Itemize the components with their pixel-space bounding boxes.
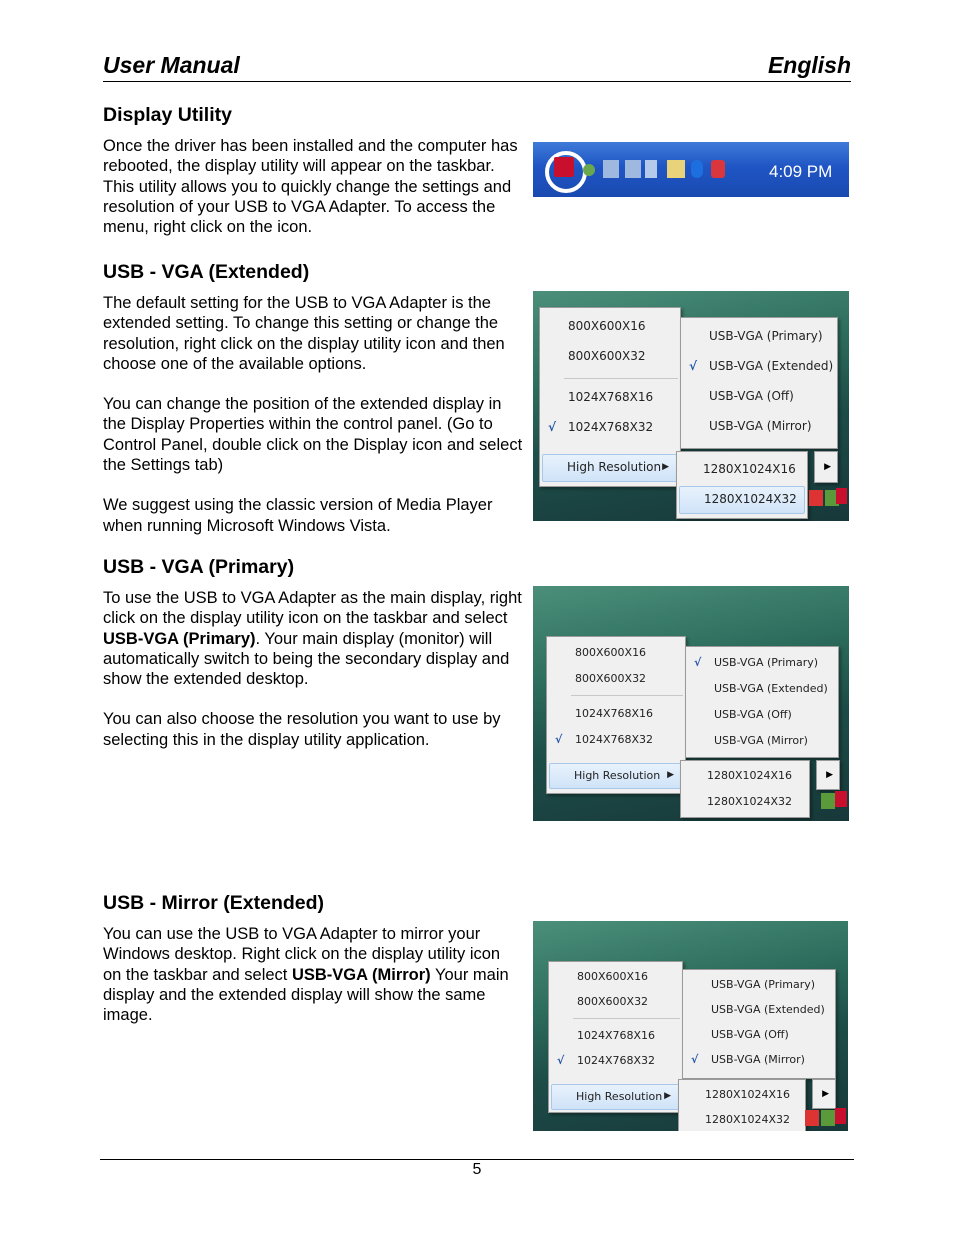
shield-icon xyxy=(711,160,725,178)
section-paragraph: The default setting for the USB to VGA Adapter is the extended setting. To change this setting or change the resolution, right click on the display utility icon and then choose one of the available options. xyxy=(103,294,505,373)
tray-icon xyxy=(809,490,823,506)
section-paragraph: You can use the USB to VGA Adapter to mirror your Windows desktop. Right click on the display utility icon on the taskbar and select USB-VGA (Mirror) Your main display and the extended display will show the same image. xyxy=(103,925,509,1025)
section-paragraph: We suggest using the classic version of Media Player when running Microsoft Windows Vista. xyxy=(103,496,493,535)
taskbar-clock: 4:09 PM xyxy=(769,162,833,181)
submenu-arrow-icon: ▶ xyxy=(662,462,669,472)
menu-screenshot-extended xyxy=(533,291,849,521)
menu-scroll xyxy=(812,1079,836,1109)
network-icon xyxy=(625,160,641,178)
menu-scroll xyxy=(816,760,840,790)
display-utility-icon[interactable] xyxy=(835,791,847,807)
submenu-arrow-icon: ▶ xyxy=(822,1088,829,1098)
submenu-high-resolution: 1280X1024X16 1280X1024X32 xyxy=(676,451,808,519)
menu-item-high-resolution[interactable]: High Resolution ▶ xyxy=(551,1084,680,1110)
section-usb-vga-extended xyxy=(103,261,523,556)
tray-icon xyxy=(583,164,595,176)
submenu-arrow-icon: ▶ xyxy=(826,769,833,779)
section-paragraph: To use the USB to VGA Adapter as the main display, right click on the display utility icon on the taskbar and select USB-VGA (Primary). Your main display (monitor) will automatically switch to being the secondary display and show the extended desktop. xyxy=(103,589,522,689)
section-title: USB - VGA (Extended) xyxy=(103,261,310,283)
menu-item-high-res[interactable]: 1280X1024X32 xyxy=(679,486,805,514)
check-icon: √ xyxy=(557,1054,565,1067)
context-menu-resolution: 800X600X16 800X600X32 1024X768X16 √ 1024X768X32 High Resolution ▶ xyxy=(548,961,683,1113)
display-utility-icon xyxy=(554,157,574,177)
page-number: 5 xyxy=(472,1161,482,1178)
check-icon: √ xyxy=(548,420,557,434)
network-icon xyxy=(603,160,619,178)
check-icon: √ xyxy=(555,733,563,746)
section-paragraph: Once the driver has been installed and the computer has rebooted, the display utility will appear on the taskbar. This utility allows you to quickly change the settings and resolution of your USB to VGA Adapter. To access the menu, right click on the icon. xyxy=(103,137,518,237)
submenu-arrow-icon: ▶ xyxy=(664,1091,671,1101)
header-language: English xyxy=(767,52,851,78)
display-utility-icon[interactable] xyxy=(836,488,847,504)
section-paragraph: You can change the position of the extended display in the Display Properties within the control panel. (Go to Control Panel, double click on the Display icon and select the Settings tab) xyxy=(103,395,523,475)
context-menu-resolution: 800X600X16 800X600X32 1024X768X16 √ 1024X768X32 High Resolution ▶ xyxy=(539,307,681,487)
section-title: Display Utility xyxy=(103,104,232,126)
page-header xyxy=(103,50,851,82)
taskbar-screenshot xyxy=(533,142,849,197)
section-usb-vga-primary xyxy=(103,556,523,770)
tray-icon xyxy=(821,793,835,809)
section-title: USB - Mirror (Extended) xyxy=(103,892,325,914)
check-icon: √ xyxy=(689,359,698,373)
submenu-high-resolution: 1280X1024X16 1280X1024X32 xyxy=(680,760,810,818)
menu-separator xyxy=(564,378,678,379)
menu-separator xyxy=(571,695,683,696)
display-utility-icon[interactable] xyxy=(835,1108,846,1124)
tray-icon xyxy=(821,1110,835,1126)
menu-scroll xyxy=(814,451,838,483)
context-menu-resolution: 800X600X16 800X600X32 1024X768X16 √ 1024X768X32 High Resolution ▶ xyxy=(546,636,686,794)
tray-icon xyxy=(805,1110,819,1126)
section-usb-mirror-extended xyxy=(103,892,523,1045)
section-display-utility xyxy=(103,104,523,257)
menu-item-high-resolution[interactable]: High Resolution ▶ xyxy=(549,763,683,789)
context-menu-mode: √ USB-VGA (Primary) USB-VGA (Extended) USB-VGA (Off) USB-VGA (Mirror) xyxy=(685,646,839,758)
bluetooth-icon xyxy=(691,160,703,178)
usb-icon xyxy=(667,160,685,178)
section-paragraph: You can also choose the resolution you want to use by selecting this in the display utility application. xyxy=(103,710,501,749)
submenu-arrow-icon: ▶ xyxy=(667,770,674,780)
menu-screenshot-mirror xyxy=(533,921,848,1131)
menu-separator xyxy=(573,1018,680,1019)
context-menu-mode: USB-VGA (Primary) USB-VGA (Extended) USB-VGA (Off) √ USB-VGA (Mirror) xyxy=(682,969,836,1079)
header-title: User Manual xyxy=(103,52,240,78)
check-icon: √ xyxy=(694,656,702,669)
volume-icon xyxy=(645,160,657,178)
section-title: USB - VGA (Primary) xyxy=(103,556,295,578)
menu-screenshot-primary xyxy=(533,586,849,821)
submenu-arrow-icon: ▶ xyxy=(824,461,831,471)
submenu-high-resolution: 1280X1024X16 1280X1024X32 xyxy=(678,1079,806,1131)
menu-item-high-resolution[interactable]: High Resolution ▶ xyxy=(542,454,678,482)
footer-rule xyxy=(100,1159,854,1160)
check-icon: √ xyxy=(691,1053,699,1066)
context-menu-mode: USB-VGA (Primary) √ USB-VGA (Extended) USB-VGA (Off) USB-VGA (Mirror) xyxy=(680,317,838,449)
